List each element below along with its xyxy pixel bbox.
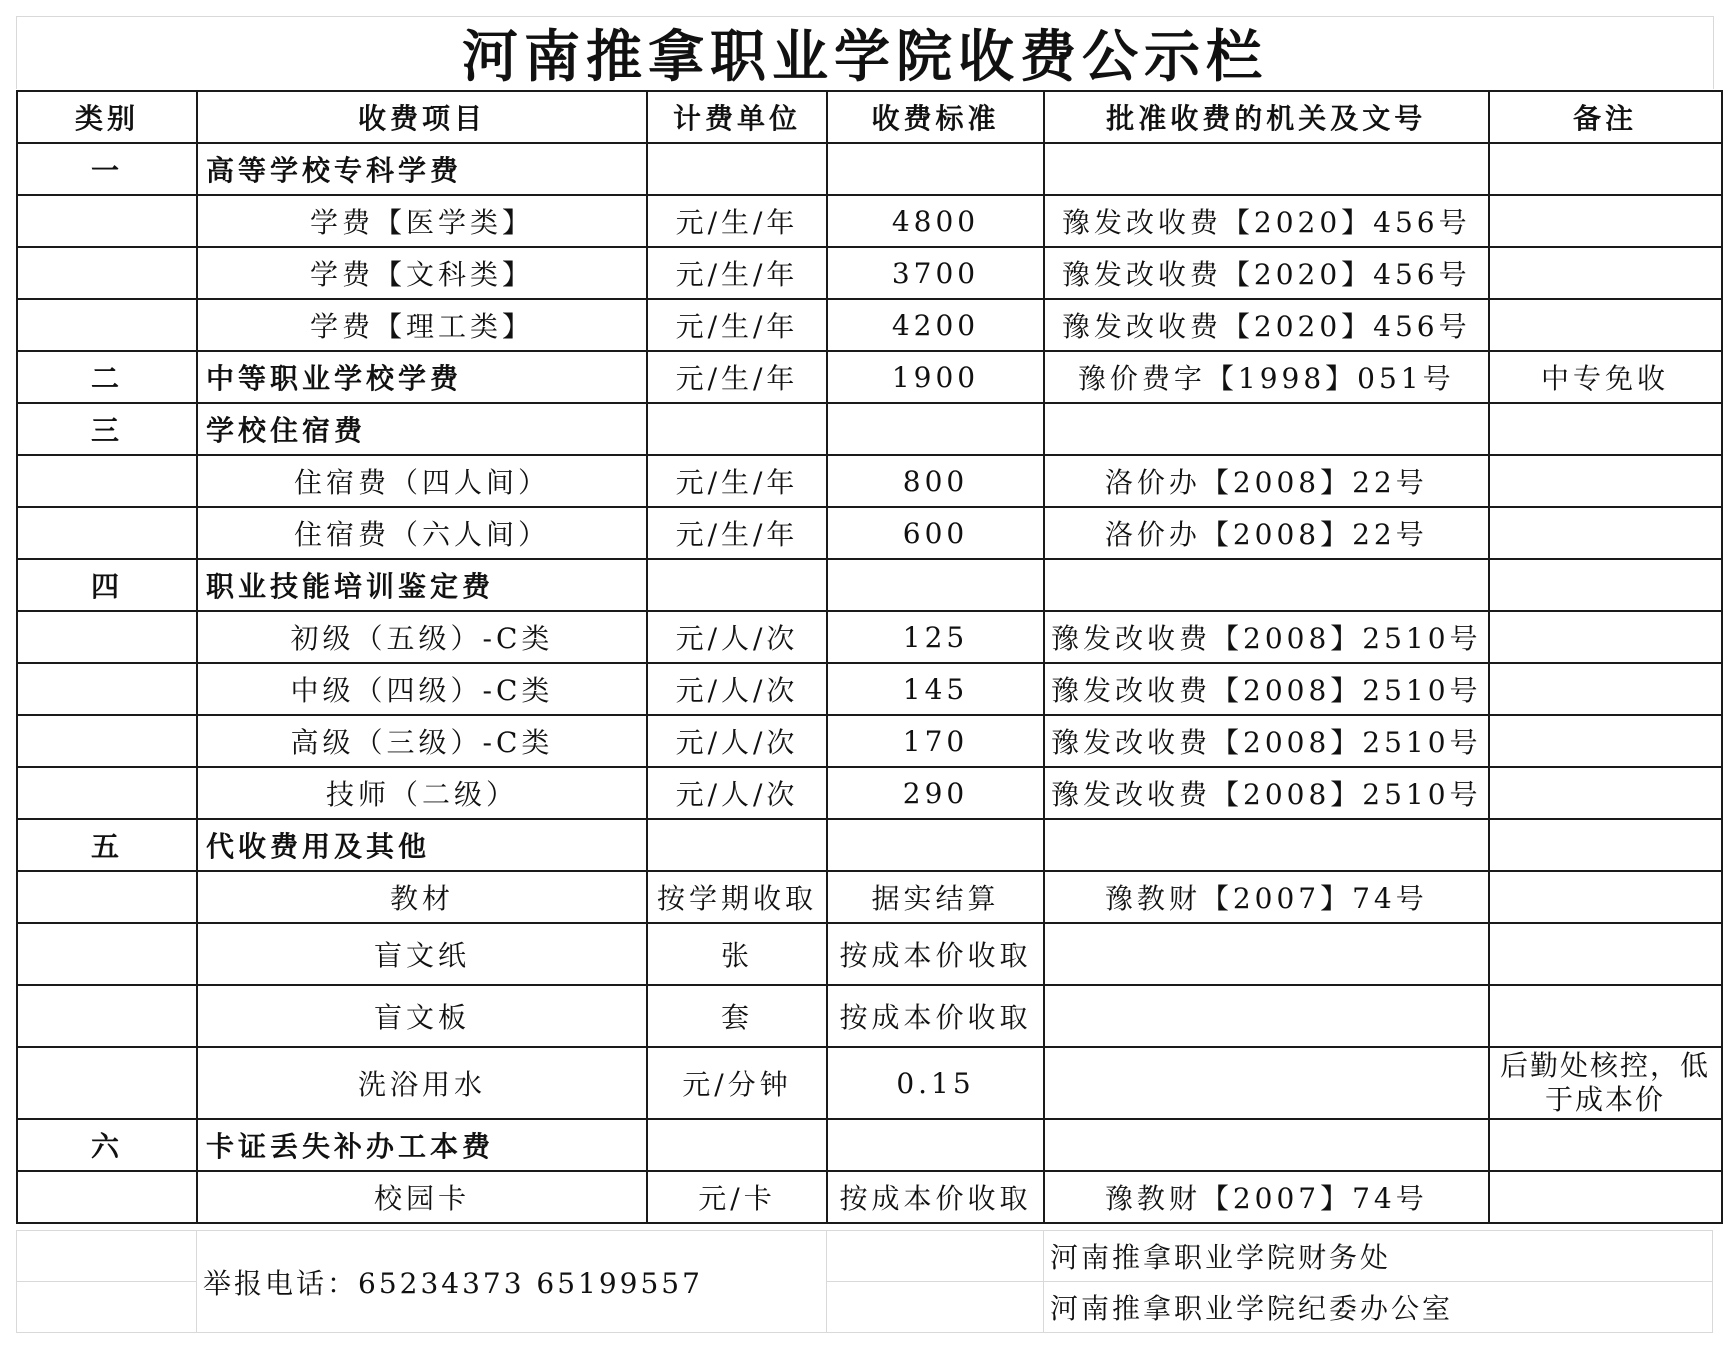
footer-blank: [827, 1282, 1044, 1333]
note-cell: [1489, 559, 1722, 611]
item-name: 住宿费（四人间）: [197, 455, 647, 507]
section-row: [17, 1119, 1722, 1171]
section-row: [17, 559, 1722, 611]
item-name: 学费【文科类】: [197, 247, 647, 299]
approval-cell: 豫发改收费【2008】2510号: [1044, 611, 1489, 663]
header-approval: 批准收费的机关及文号: [1044, 91, 1489, 143]
category-cell: 一: [17, 143, 197, 195]
item-name: 初级（五级）-C类: [197, 611, 647, 663]
note-cell: [1489, 195, 1722, 247]
unit-cell: [647, 1119, 827, 1171]
standard-cell: 800: [827, 455, 1044, 507]
approval-cell: [1044, 1047, 1489, 1119]
section-title: 学校住宿费: [197, 403, 647, 455]
category-cell: [17, 715, 197, 767]
section-title: 卡证丢失补办工本费: [197, 1119, 647, 1171]
section-title: 代收费用及其他: [197, 819, 647, 871]
note-cell: [1489, 1119, 1722, 1171]
approval-cell: 豫教财【2007】74号: [1044, 871, 1489, 923]
note-cell: [1489, 767, 1722, 819]
header-row: [17, 91, 1722, 143]
table-row: [17, 455, 1722, 507]
note-cell: [1489, 871, 1722, 923]
category-cell: 四: [17, 559, 197, 611]
note-cell: [1489, 663, 1722, 715]
footer-blank: [17, 1282, 197, 1333]
item-name: 盲文纸: [197, 923, 647, 985]
category-cell: [17, 871, 197, 923]
unit-cell: 元/生/年: [647, 351, 827, 403]
standard-cell: [827, 1119, 1044, 1171]
note-cell: [1489, 299, 1722, 351]
item-name: 盲文板: [197, 985, 647, 1047]
standard-cell: 290: [827, 767, 1044, 819]
category-cell: [17, 1047, 197, 1119]
standard-cell: 4800: [827, 195, 1044, 247]
table-row: [17, 507, 1722, 559]
approval-cell: [1044, 403, 1489, 455]
note-cell: [1489, 455, 1722, 507]
standard-cell: 125: [827, 611, 1044, 663]
category-cell: [17, 299, 197, 351]
item-name: 技师（二级）: [197, 767, 647, 819]
item-name: 洗浴用水: [197, 1047, 647, 1119]
category-cell: [17, 1171, 197, 1223]
header-standard: 收费标准: [827, 91, 1044, 143]
note-cell: [1489, 507, 1722, 559]
unit-cell: [647, 559, 827, 611]
note-cell: 后勤处核控，低于成本价: [1489, 1047, 1722, 1119]
note-cell: 中专免收: [1489, 351, 1722, 403]
unit-cell: 元/生/年: [647, 299, 827, 351]
category-cell: [17, 455, 197, 507]
header-note: 备注: [1489, 91, 1722, 143]
approval-cell: 豫发改收费【2020】456号: [1044, 247, 1489, 299]
note-cell: [1489, 1171, 1722, 1223]
unit-cell: 元/人/次: [647, 611, 827, 663]
approval-cell: [1044, 143, 1489, 195]
table-row: [17, 715, 1722, 767]
item-name: 高级（三级）-C类: [197, 715, 647, 767]
section-row: [17, 351, 1722, 403]
approval-cell: 豫发改收费【2020】456号: [1044, 299, 1489, 351]
table-row: [17, 611, 1722, 663]
discipline-office: 河南推拿职业学院纪委办公室: [1044, 1282, 1713, 1333]
footer-blank: [17, 1231, 197, 1282]
category-cell: [17, 985, 197, 1047]
unit-cell: 元/分钟: [647, 1047, 827, 1119]
approval-cell: [1044, 559, 1489, 611]
table-row: [17, 1047, 1722, 1119]
section-row: [17, 143, 1722, 195]
category-cell: [17, 923, 197, 985]
item-name: 学费【医学类】: [197, 195, 647, 247]
approval-cell: [1044, 1119, 1489, 1171]
note-cell: [1489, 819, 1722, 871]
section-row: [17, 819, 1722, 871]
header-item: 收费项目: [197, 91, 647, 143]
standard-cell: 4200: [827, 299, 1044, 351]
finance-office: 河南推拿职业学院财务处: [1044, 1231, 1713, 1282]
standard-cell: 1900: [827, 351, 1044, 403]
item-name: 教材: [197, 871, 647, 923]
approval-cell: 洛价办【2008】22号: [1044, 455, 1489, 507]
unit-cell: [647, 819, 827, 871]
section-title: 职业技能培训鉴定费: [197, 559, 647, 611]
category-cell: [17, 767, 197, 819]
unit-cell: 元/生/年: [647, 195, 827, 247]
standard-cell: 145: [827, 663, 1044, 715]
approval-cell: 豫发改收费【2008】2510号: [1044, 715, 1489, 767]
standard-cell: [827, 819, 1044, 871]
category-cell: [17, 663, 197, 715]
category-cell: 六: [17, 1119, 197, 1171]
unit-cell: 套: [647, 985, 827, 1047]
header-category: 类别: [17, 91, 197, 143]
footer-table: [16, 1230, 1713, 1333]
unit-cell: 元/人/次: [647, 715, 827, 767]
unit-cell: [647, 143, 827, 195]
fee-table-body: [17, 143, 1722, 1223]
unit-cell: 按学期收取: [647, 871, 827, 923]
category-cell: [17, 195, 197, 247]
category-cell: [17, 507, 197, 559]
table-row: [17, 299, 1722, 351]
approval-cell: 豫发改收费【2008】2510号: [1044, 663, 1489, 715]
note-cell: [1489, 611, 1722, 663]
category-cell: 三: [17, 403, 197, 455]
standard-cell: 按成本价收取: [827, 923, 1044, 985]
section-title: 中等职业学校学费: [197, 351, 647, 403]
table-row: [17, 871, 1722, 923]
item-name: 中级（四级）-C类: [197, 663, 647, 715]
item-name: 住宿费（六人间）: [197, 507, 647, 559]
standard-cell: 按成本价收取: [827, 1171, 1044, 1223]
approval-cell: [1044, 923, 1489, 985]
report-hotline: 举报电话：65234373 65199557: [197, 1231, 827, 1333]
unit-cell: [647, 403, 827, 455]
table-row: [17, 1171, 1722, 1223]
table-row: [17, 923, 1722, 985]
item-name: 校园卡: [197, 1171, 647, 1223]
category-cell: [17, 611, 197, 663]
unit-cell: 元/生/年: [647, 247, 827, 299]
section-title: 高等学校专科学费: [197, 143, 647, 195]
unit-cell: 元/生/年: [647, 455, 827, 507]
approval-cell: [1044, 985, 1489, 1047]
standard-cell: 按成本价收取: [827, 985, 1044, 1047]
unit-cell: 元/生/年: [647, 507, 827, 559]
table-row: [17, 985, 1722, 1047]
section-row: [17, 403, 1722, 455]
category-cell: 二: [17, 351, 197, 403]
standard-cell: 170: [827, 715, 1044, 767]
unit-cell: 张: [647, 923, 827, 985]
approval-cell: 豫价费字【1998】051号: [1044, 351, 1489, 403]
note-cell: [1489, 985, 1722, 1047]
note-cell: [1489, 923, 1722, 985]
table-row: [17, 767, 1722, 819]
standard-cell: [827, 143, 1044, 195]
approval-cell: [1044, 819, 1489, 871]
table-row: [17, 195, 1722, 247]
approval-cell: 豫教财【2007】74号: [1044, 1171, 1489, 1223]
note-cell: [1489, 247, 1722, 299]
standard-cell: 0.15: [827, 1047, 1044, 1119]
approval-cell: 豫发改收费【2008】2510号: [1044, 767, 1489, 819]
approval-cell: 豫发改收费【2020】456号: [1044, 195, 1489, 247]
unit-cell: 元/人/次: [647, 663, 827, 715]
standard-cell: 据实结算: [827, 871, 1044, 923]
footer-blank: [827, 1231, 1044, 1282]
fee-table: [16, 90, 1723, 1224]
approval-cell: 洛价办【2008】22号: [1044, 507, 1489, 559]
page-title: 河南推拿职业学院收费公示栏: [16, 16, 1714, 89]
standard-cell: [827, 403, 1044, 455]
table-row: [17, 247, 1722, 299]
note-cell: [1489, 403, 1722, 455]
unit-cell: 元/人/次: [647, 767, 827, 819]
unit-cell: 元/卡: [647, 1171, 827, 1223]
note-cell: [1489, 715, 1722, 767]
standard-cell: [827, 559, 1044, 611]
note-cell: [1489, 143, 1722, 195]
header-unit: 计费单位: [647, 91, 827, 143]
category-cell: 五: [17, 819, 197, 871]
table-row: [17, 663, 1722, 715]
standard-cell: 600: [827, 507, 1044, 559]
item-name: 学费【理工类】: [197, 299, 647, 351]
standard-cell: 3700: [827, 247, 1044, 299]
category-cell: [17, 247, 197, 299]
